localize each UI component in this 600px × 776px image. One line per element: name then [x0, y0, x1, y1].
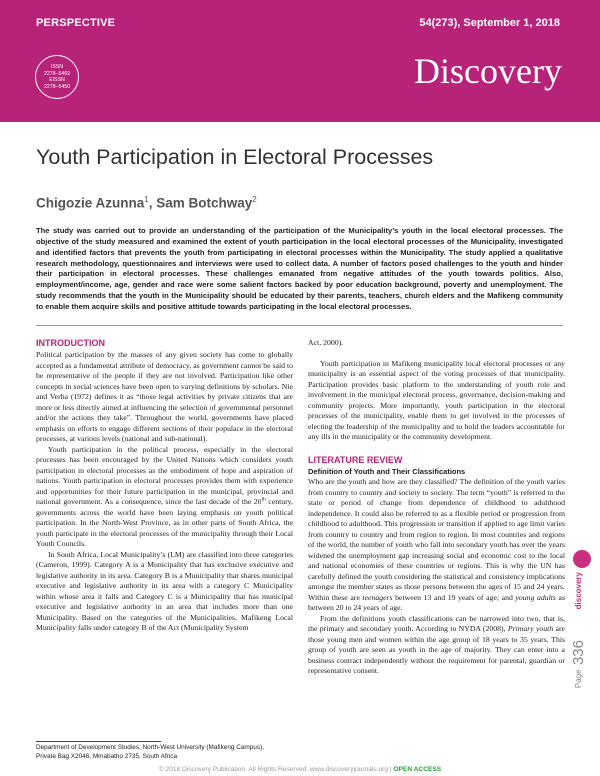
footnote-line: Private Bag X2046, Mmabatho 2735, South Africa — [36, 752, 178, 760]
footnote-line: Department of Development Studies, North-West University (Mafikeng Campus), — [36, 744, 264, 751]
eissn-label: EISSN — [49, 77, 65, 83]
subsection-heading: Definition of Youth and Their Classifications — [308, 466, 466, 476]
intro-paragraph-3: In South Africa, Local Municipality’s (LM) are classified into three categories (Cameron, 1999). Category A is a Municipality that has exclusive executive and legislative authority in its area. Category B is a Municipality that shares municipal executive and legislative authority in its area with a category C Municipality within whose area it falls and Category C is a Municipality that has municipal executive and legislative authority in an area that includes more than one Municipality. Based on the categories of the Municipalities, Mafikeng Local Municipality falls under category B of the Act (Municipality System — [36, 549, 293, 632]
intro-paragraph-3-continued: Act, 2000). — [308, 338, 344, 347]
author-name: Sam Botchway — [156, 195, 253, 211]
page-word: Page — [574, 669, 583, 689]
issn-label: ISSN — [50, 64, 64, 70]
side-logo — [573, 550, 591, 610]
footer-separator: | — [388, 766, 394, 773]
open-access-badge: OPEN ACCESS — [393, 766, 442, 773]
author-list — [36, 195, 257, 211]
copyright: © 2018 Discovery Publication. All Rights Reserved. www.discoveryjournals.org — [158, 766, 388, 773]
issue-info: 54(273), September 1, 2018 — [419, 17, 560, 29]
footnote-rule — [36, 741, 161, 742]
page-number-value: 336 — [570, 640, 587, 666]
page-number — [570, 640, 588, 688]
abstract: The study was carried out to provide an understanding of the participation of the Municipality’s youth in the local electoral processes. The objective of the study measured and examined the extent of youth participation in the local electoral processes of the Municipality, investigated and identified factors that prevents the youth from participating in electoral processes within the Municipality. The study applied a qualitative research methodology, questionnaires and interviews were used to collect data. A number of factors posed challenges to the youth and hinder their participation in electoral processes. These challenges emanated from negative attitudes of the youth towards politics. Also, employment/income, age, gender and race were some salient factors backed by poor education background, poverty and unemployment. The study recommends that the youth in the Municipality should be educated by their parents, teachers, church elders and the Mafikeng community to enable them acquire skills and positive attitude towards participating in the local electoral processes. — [36, 226, 563, 311]
section-heading-introduction: INTRODUCTION — [36, 338, 105, 348]
intro-paragraph-4: Youth participation in Mafikeng municipality local electoral processes or any municipality is an essential aspect of the voting processes of that municipality. Participation provides basic platform to the understanding of youth role and involvement in the municipal electoral process, governance, decision-making and community projects. More importantly, youth participation in the electoral processes of the municipality, enable them to get involved in the processes of electing the leadership of the municipality and to hold the leaders accountable for any ills in the municipality or the community development. — [308, 358, 565, 441]
literature-paragraph-1: Who are the youth and how are they classified? The definition of the youth varies from country to country and society to society. The term “youth” is referred to the state or period of change from dependence of childhood to adulthood independence. It could also be referred to as a flexible period or progression from childhood to adulthood. This progression or transition if applied to age limit varies from country to country and from region to region. In most countries and regions of the world, the number of youth who fall into secondary youth has over the years widened the unemployment gap increasing social and economic cost to the local and national economies of these countries or regions. This is why the UN has carefully defined the youth considering the statistical and consistency implications amongst the member states as those persons between the ages of 15 and 24 years. Within these are teenagers between 13 and 19 years of age; and young adults as between 20 to 24 years of age. — [308, 477, 565, 612]
eissn-number: 2278–5450 — [44, 83, 70, 90]
issn-number: 2278–5469 — [44, 70, 70, 77]
affiliation-mark: 2 — [252, 195, 257, 204]
side-logo-label: discovery — [574, 572, 583, 610]
affiliation-mark: 1 — [144, 195, 149, 204]
author-separator: , — [148, 195, 157, 211]
column-left — [36, 338, 293, 634]
article-title: Youth Participation in Electoral Processes — [36, 145, 434, 169]
journal-brand: Discovery — [414, 51, 562, 91]
affiliation-footnote — [36, 744, 296, 761]
discovery-logo-icon — [573, 550, 591, 568]
issn-seal — [35, 55, 79, 99]
section-heading-literature: LITERATURE REVIEW — [308, 454, 403, 465]
literature-paragraph-2: From the definitions youth classifications can be narrowed into two, that is, the primary and secondary youth. According to NYDA (2008), Primary youth are those young men and women within the age group of 18 years to 35 years. This group of youth are seen as youth in the age of majority. They can enter into a business contract independently without the requirement for parental, guardian or representative consent. — [308, 613, 565, 675]
page-footer — [0, 766, 600, 773]
intro-paragraph-1: Political participation by the masses of any given society has come to globally accepted as a fundamental attribute of democracy, as government cannot be said to be representative of the people if they are not involved. Participation like other concepts in social sciences have been open to varying definitions by scholars. Nie and Verba (1972) defines it as “those legal activities by private citizens that are more or less directly aimed at influencing the selection of governmental personnel and/or the actions they take”. Throughout the world, governments have placed emphasis on efforts to engage different sections of their populace in the electoral processes, at various levels (national and sub-national). — [36, 350, 293, 443]
abstract-divider — [36, 325, 563, 326]
intro-paragraph-2: Youth participation in the political process, especially in the electoral processes has been encouraged by the United Nations which considers youth participation in electoral processes as the embodiment of hope and aspiration of nations. Youth participation in electoral processes provides them with experience and opportunities for their future participation in the municipal, provincial and national government. As a consequence, since the last decade of the 20th century, governments across the world have been laying emphasis on youth political participation. In the North-West Province, as in other parts of South Africa, the youth participate in the electoral processes of the municipality through their Local Youth Councils. — [36, 444, 293, 548]
section-label: PERSPECTIVE — [36, 17, 116, 29]
author-name: Chigozie Azunna — [36, 195, 145, 211]
column-right — [308, 338, 565, 677]
